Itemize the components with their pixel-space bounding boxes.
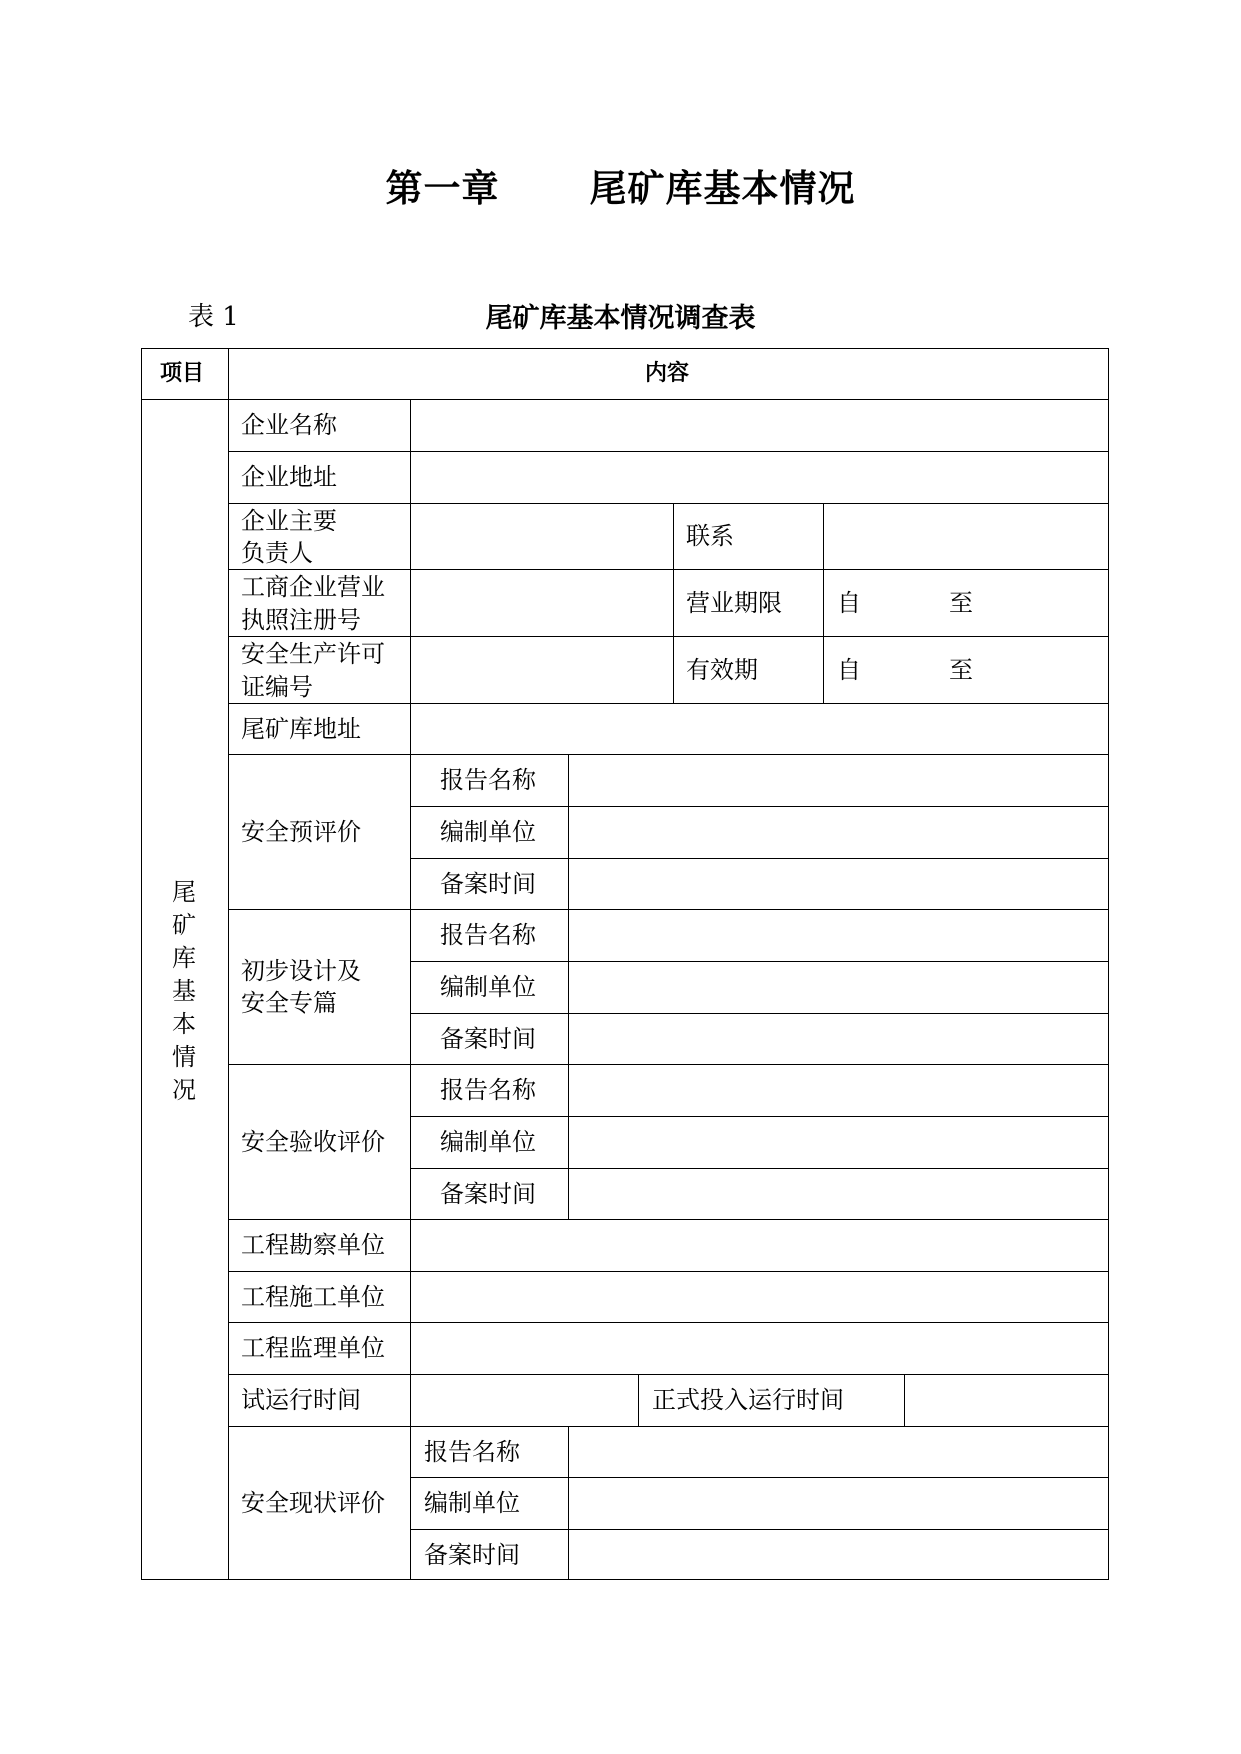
header-content: 内容 <box>645 361 690 386</box>
label-report-name: 报告名称 <box>424 1438 520 1466</box>
table-rule <box>410 1013 1109 1014</box>
label-compiling-unit: 编制单位 <box>440 818 536 846</box>
label-filing-time: 备案时间 <box>440 870 536 898</box>
label-formal-operation-time: 正式投入运行时间 <box>652 1386 844 1414</box>
table-rule <box>410 858 1109 859</box>
table-rule <box>568 1426 569 1580</box>
table-rule <box>228 1219 1109 1220</box>
label-supervision-unit: 工程监理单位 <box>241 1334 385 1362</box>
table-rule <box>410 1529 1109 1530</box>
header-item: 项目 <box>160 361 205 386</box>
label-contact: 联系 <box>686 522 734 550</box>
table-rule <box>410 1168 1109 1169</box>
label-business-term: 营业期限 <box>686 589 782 617</box>
label-report-name: 报告名称 <box>440 1076 536 1104</box>
label-company-address: 企业地址 <box>241 463 337 491</box>
table-rule <box>410 1116 1109 1117</box>
table-border-bottom <box>141 1579 1109 1580</box>
label-from: 自 <box>837 589 861 617</box>
table-rule <box>141 399 1109 400</box>
table-rule <box>228 503 1109 504</box>
table-rule <box>904 1374 905 1426</box>
label-report-name: 报告名称 <box>440 921 536 949</box>
label-license-line2: 执照注册号 <box>241 606 361 634</box>
label-filing-time: 备案时间 <box>424 1541 520 1569</box>
label-report-name: 报告名称 <box>440 766 536 794</box>
table-rule <box>228 1426 1109 1427</box>
label-company-name: 企业名称 <box>241 411 337 439</box>
table-border-right <box>1108 348 1109 1580</box>
table-rule <box>410 399 411 1580</box>
label-filing-time: 备案时间 <box>440 1025 536 1053</box>
table-rule <box>823 503 824 703</box>
table-border-top <box>141 348 1109 349</box>
table-rule <box>410 1477 1109 1478</box>
label-construction-unit: 工程施工单位 <box>241 1283 385 1311</box>
table-rule <box>228 1322 1109 1323</box>
label-status-evaluation: 安全现状评价 <box>241 1489 385 1517</box>
chapter-name: 尾矿库基本情况 <box>589 166 856 210</box>
label-safety-permit-line1: 安全生产许可 <box>241 640 385 668</box>
label-compiling-unit: 编制单位 <box>440 973 536 1001</box>
table-rule <box>228 909 1109 910</box>
table-border-left <box>141 348 142 1580</box>
label-from: 自 <box>837 656 861 684</box>
table-rule <box>410 961 1109 962</box>
table-rule <box>228 451 1109 452</box>
label-prelim-design-line1: 初步设计及 <box>241 957 361 985</box>
table-number: 表 1 <box>188 302 239 332</box>
table-rule <box>228 703 1109 704</box>
table-title: 尾矿库基本情况调查表 <box>485 303 756 334</box>
survey-table <box>141 348 1109 1580</box>
label-prelim-design-line2: 安全专篇 <box>241 989 337 1017</box>
chapter-label: 第一章 <box>385 166 500 210</box>
label-pre-evaluation: 安全预评价 <box>241 818 361 846</box>
table-rule <box>228 348 229 1580</box>
table-rule <box>228 569 1109 570</box>
label-license-line1: 工商企业营业 <box>241 573 385 601</box>
table-rule <box>228 636 1109 637</box>
table-rule <box>638 1374 639 1426</box>
table-rule <box>228 754 1109 755</box>
label-tailings-address: 尾矿库地址 <box>241 715 361 743</box>
label-to: 至 <box>949 589 973 617</box>
label-valid-period: 有效期 <box>686 656 758 684</box>
table-rule <box>228 1064 1109 1065</box>
label-compiling-unit: 编制单位 <box>424 1489 520 1517</box>
table-rule <box>228 1374 1109 1375</box>
table-rule <box>228 1271 1109 1272</box>
section-label-vertical: 尾 矿 库 基 本 情 况 <box>172 878 196 1104</box>
label-safety-permit-line2: 证编号 <box>241 673 313 701</box>
label-acceptance-evaluation: 安全验收评价 <box>241 1128 385 1156</box>
label-principal-line2: 负责人 <box>241 539 313 567</box>
table-rule <box>410 806 1109 807</box>
label-to: 至 <box>949 656 973 684</box>
label-trial-run-time: 试运行时间 <box>241 1386 361 1414</box>
table-rule <box>568 754 569 1219</box>
label-principal-line1: 企业主要 <box>241 507 337 535</box>
table-rule <box>673 503 674 703</box>
label-survey-unit: 工程勘察单位 <box>241 1231 385 1259</box>
label-filing-time: 备案时间 <box>440 1180 536 1208</box>
label-compiling-unit: 编制单位 <box>440 1128 536 1156</box>
chapter-title <box>0 158 1241 212</box>
